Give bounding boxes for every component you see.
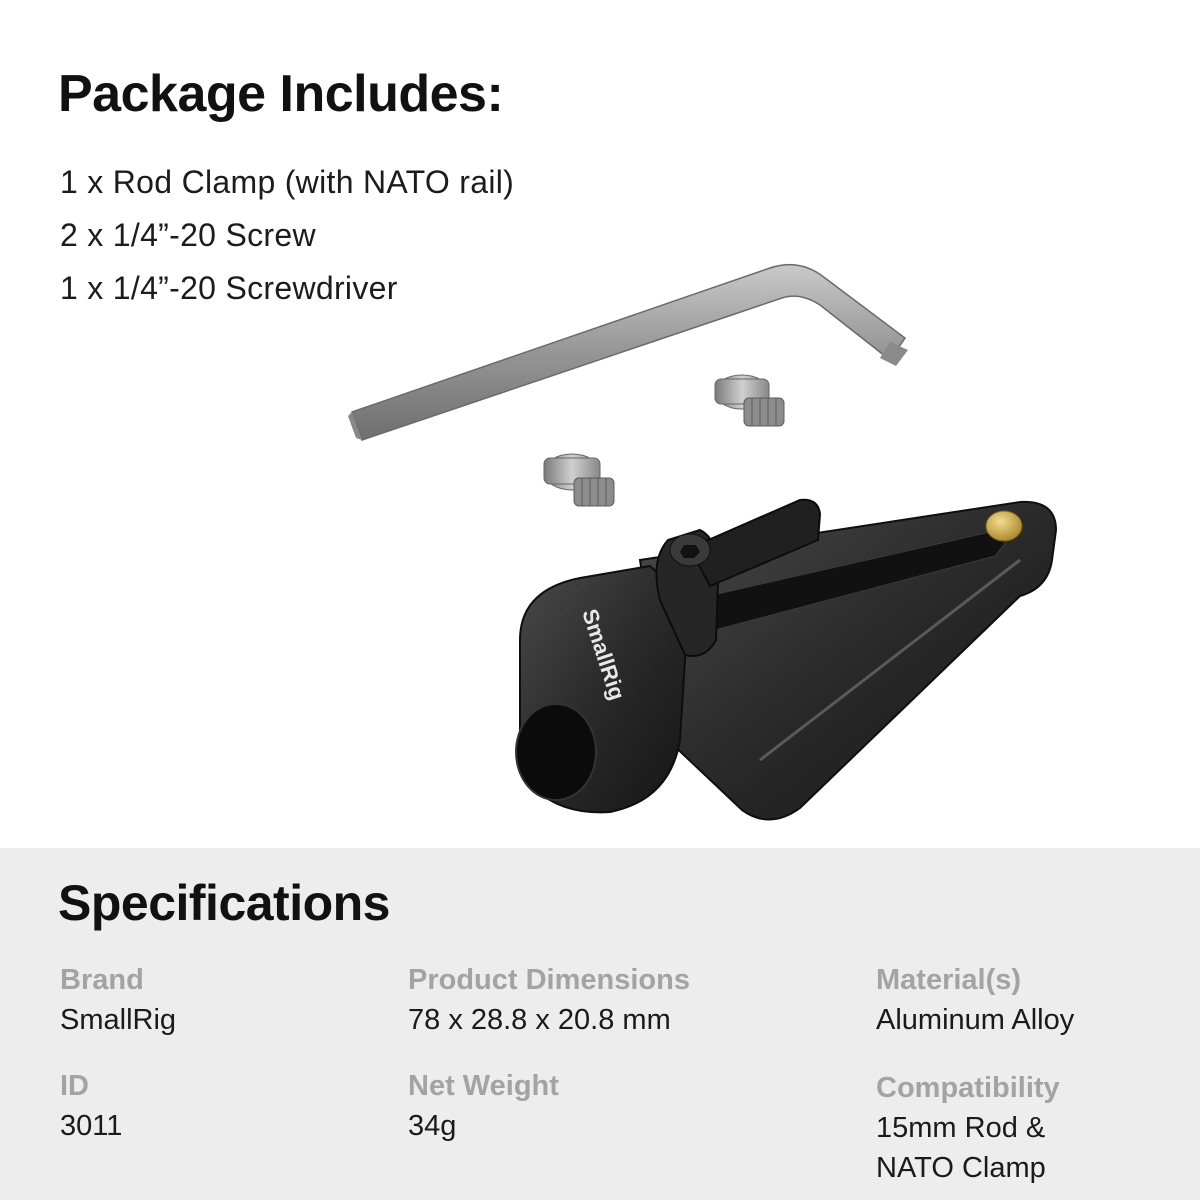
spec-value: Aluminum Alloy bbox=[876, 1004, 1075, 1036]
spec-value: 3011 bbox=[60, 1110, 123, 1142]
spec-value: 15mm Rod & NATO Clamp bbox=[876, 1112, 1046, 1184]
spec-compatibility bbox=[876, 1068, 1060, 1188]
spec-value: 34g bbox=[408, 1110, 457, 1142]
screw-icon bbox=[544, 454, 614, 506]
spec-dimensions bbox=[408, 960, 690, 1040]
spec-label: Product Dimensions bbox=[408, 964, 690, 996]
spec-label: Material(s) bbox=[876, 964, 1022, 996]
screw-icon bbox=[715, 375, 784, 426]
smallrig-logo: SmallRig bbox=[577, 605, 631, 704]
package-item: 1 x Rod Clamp (with NATO rail) bbox=[60, 164, 515, 200]
spec-id bbox=[60, 1066, 122, 1146]
spec-value: SmallRig bbox=[60, 1004, 177, 1036]
package-item: 1 x 1/4”-20 Screwdriver bbox=[60, 270, 398, 306]
hex-key-icon bbox=[348, 265, 908, 440]
spec-label: ID bbox=[60, 1070, 89, 1102]
rod-clamp-icon bbox=[516, 500, 1056, 820]
specifications-title: Specifications bbox=[58, 875, 390, 931]
spec-weight bbox=[408, 1066, 559, 1146]
spec-label: Brand bbox=[60, 964, 144, 996]
package-title: Package Includes: bbox=[58, 65, 504, 123]
specifications-section bbox=[0, 848, 1200, 1200]
spec-material bbox=[876, 960, 1074, 1040]
spec-brand bbox=[60, 960, 176, 1040]
spec-value: 78 x 28.8 x 20.8 mm bbox=[408, 1004, 671, 1036]
spec-label: Net Weight bbox=[408, 1070, 559, 1102]
package-item: 2 x 1/4”-20 Screw bbox=[60, 217, 316, 253]
spec-label: Compatibility bbox=[876, 1072, 1060, 1104]
product-illustration bbox=[0, 240, 1200, 848]
